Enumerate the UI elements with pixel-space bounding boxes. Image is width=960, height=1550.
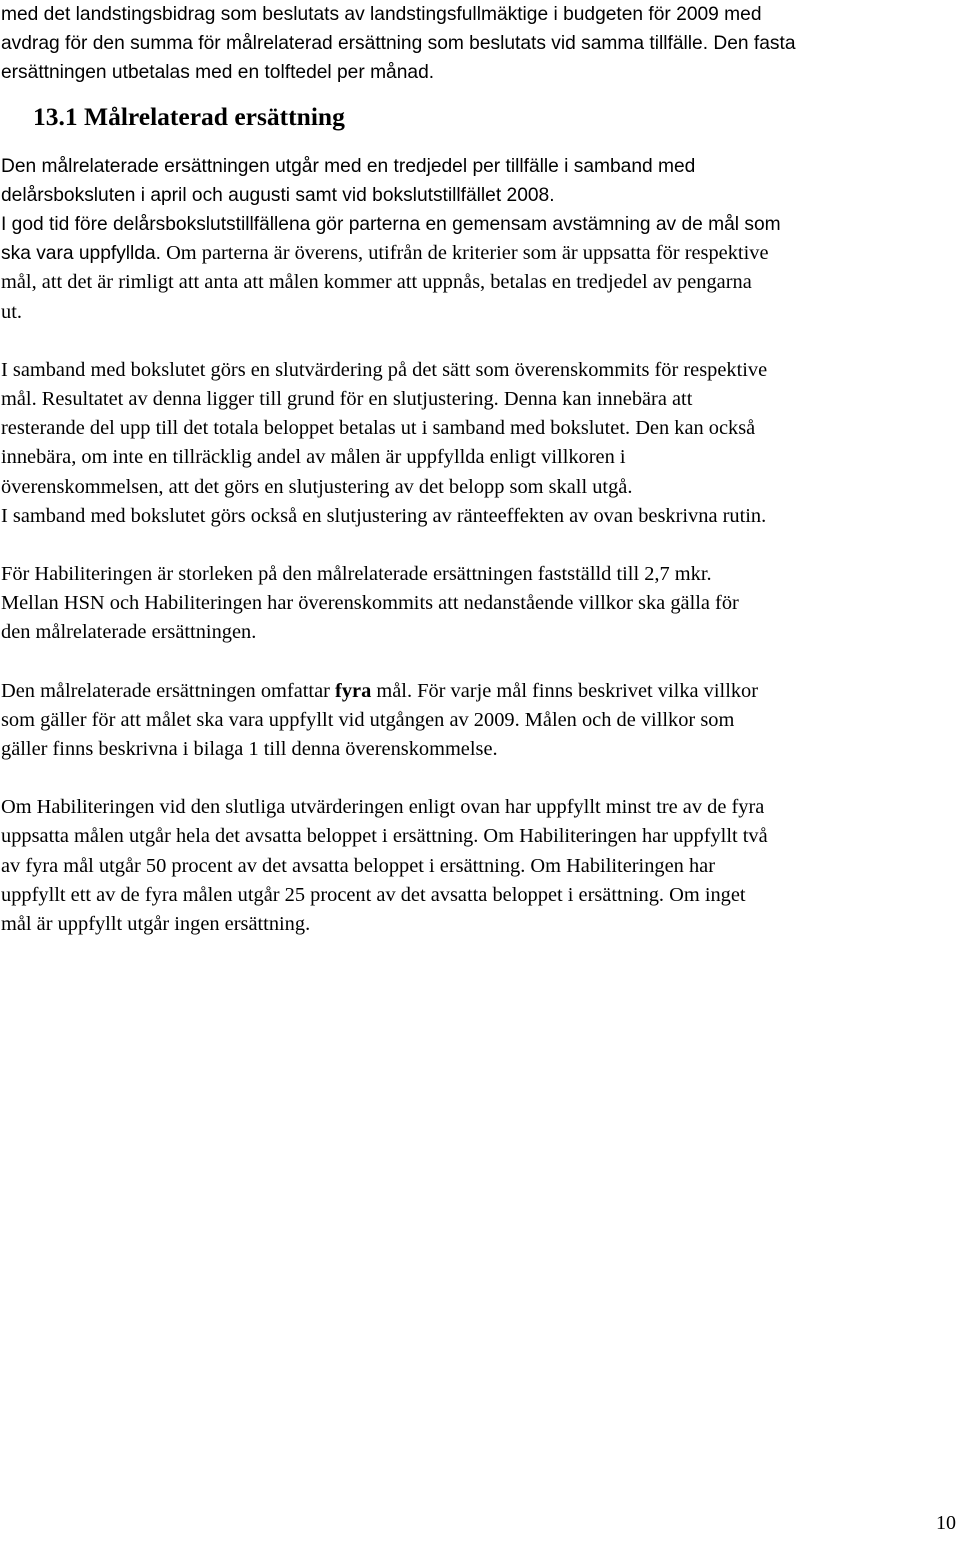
paragraph-line: I god tid före delårsbokslutstillfällena gör parterna en gemensam avstämning av de mål som	[1, 214, 781, 236]
paragraph-line: gäller finns beskrivna i bilaga 1 till denna överenskommelse.	[1, 738, 498, 761]
paragraph-line: som gäller för att målet ska vara uppfyllt vid utgången av 2009. Målen och de villkor som	[1, 708, 735, 731]
paragraph-line-start: Den målrelaterade ersättningen omfattar	[1, 679, 336, 702]
paragraph-payout-rules	[1, 793, 957, 939]
paragraph-line: delårsboksluten i april och augusti samt vid bokslutstillfället 2008.	[1, 184, 555, 206]
paragraph-goals	[1, 677, 957, 765]
paragraph-line: uppsatta målen utgår hela det avsatta beloppet i ersättning. Om Habiliteringen har uppfyllt två	[1, 825, 768, 848]
paragraph-line: I samband med bokslutet görs en slutvärdering på det sätt som överenskommits för respektive	[1, 358, 768, 381]
paragraph-gap	[1, 327, 957, 356]
paragraph-gap	[1, 531, 957, 560]
paragraph-line: ut.	[1, 300, 22, 323]
paragraph-gap	[1, 648, 957, 677]
page-number: 10	[936, 1512, 956, 1534]
paragraph-line: uppfyllt ett av de fyra målen utgår 25 procent av det avsatta beloppet i ersättning. Om inget	[1, 883, 746, 906]
paragraph-gap	[1, 764, 957, 793]
paragraph-line: den målrelaterade ersättningen.	[1, 621, 257, 644]
paragraph-line: Mellan HSN och Habiliteringen har överenskommits att nedanstående villkor ska gälla för	[1, 592, 739, 615]
paragraph-final-evaluation	[1, 356, 957, 531]
paragraph-line: överenskommelsen, att det görs en slutjustering av det belopp som skall utgå.	[1, 475, 633, 498]
emphasis-four: fyra	[335, 679, 372, 702]
paragraph-line-sans-part: ska vara uppfyllda.	[1, 243, 161, 265]
paragraph-line: För Habiliteringen är storleken på den målrelaterade ersättningen fastställd till 2,7 mkr.	[1, 563, 712, 586]
paragraph-line: I samband med bokslutet görs också en slutjustering av ränteeffekten av ovan beskrivna rutin.	[1, 504, 767, 527]
paragraph-line: innebära, om inte en tillräcklig andel av målen är uppfyllda enligt villkoren i	[1, 446, 626, 469]
paragraph-amount	[1, 560, 957, 648]
paragraph-line: mål, att det är rimligt att anta att målen kommer att uppnås, betalas en tredjedel av pengarna	[1, 271, 752, 294]
paragraph-line: mål. Resultatet av denna ligger till grund för en slutjustering. Denna kan innebära att	[1, 388, 693, 411]
intro-line: avdrag för den summa för målrelaterad ersättning som beslutats vid samma tillfälle. Den fasta	[1, 33, 796, 55]
paragraph-line: mål är uppfyllt utgår ingen ersättning.	[1, 913, 311, 936]
paragraph-line	[1, 239, 957, 268]
intro-line: med det landstingsbidrag som beslutats av landstingsfullmäktige i budgeten för 2009 med	[1, 4, 762, 25]
paragraph-line-end: mål. För varje mål finns beskrivet vilka villkor	[371, 679, 759, 702]
paragraph-line-serif-part: Om parterna är överens, utifrån de kriterier som är uppsatta för respektive	[160, 242, 769, 265]
paragraph-line: av fyra mål utgår 50 procent av det avsatta beloppet i ersättning. Om Habiliteringen har	[1, 854, 715, 877]
section-heading: 13.1 Målrelaterad ersättning	[33, 101, 345, 131]
intro-paragraph	[1, 0, 957, 88]
paragraph-line: Den målrelaterade ersättningen utgår med en tredjedel per tillfälle i samband med	[1, 155, 696, 177]
intro-line: ersättningen utbetalas med en tolftedel per månad.	[1, 62, 435, 84]
paragraph-payment-schedule	[1, 152, 957, 327]
document-body	[1, 0, 957, 939]
paragraph-line: resterande del upp till det totala beloppet betalas ut i samband med bokslutet. Den kan också	[1, 417, 756, 440]
paragraph-line: Om Habiliteringen vid den slutliga utvärderingen enligt ovan har uppfyllt minst tre av de fyra	[1, 796, 765, 819]
paragraph-line	[1, 677, 957, 706]
